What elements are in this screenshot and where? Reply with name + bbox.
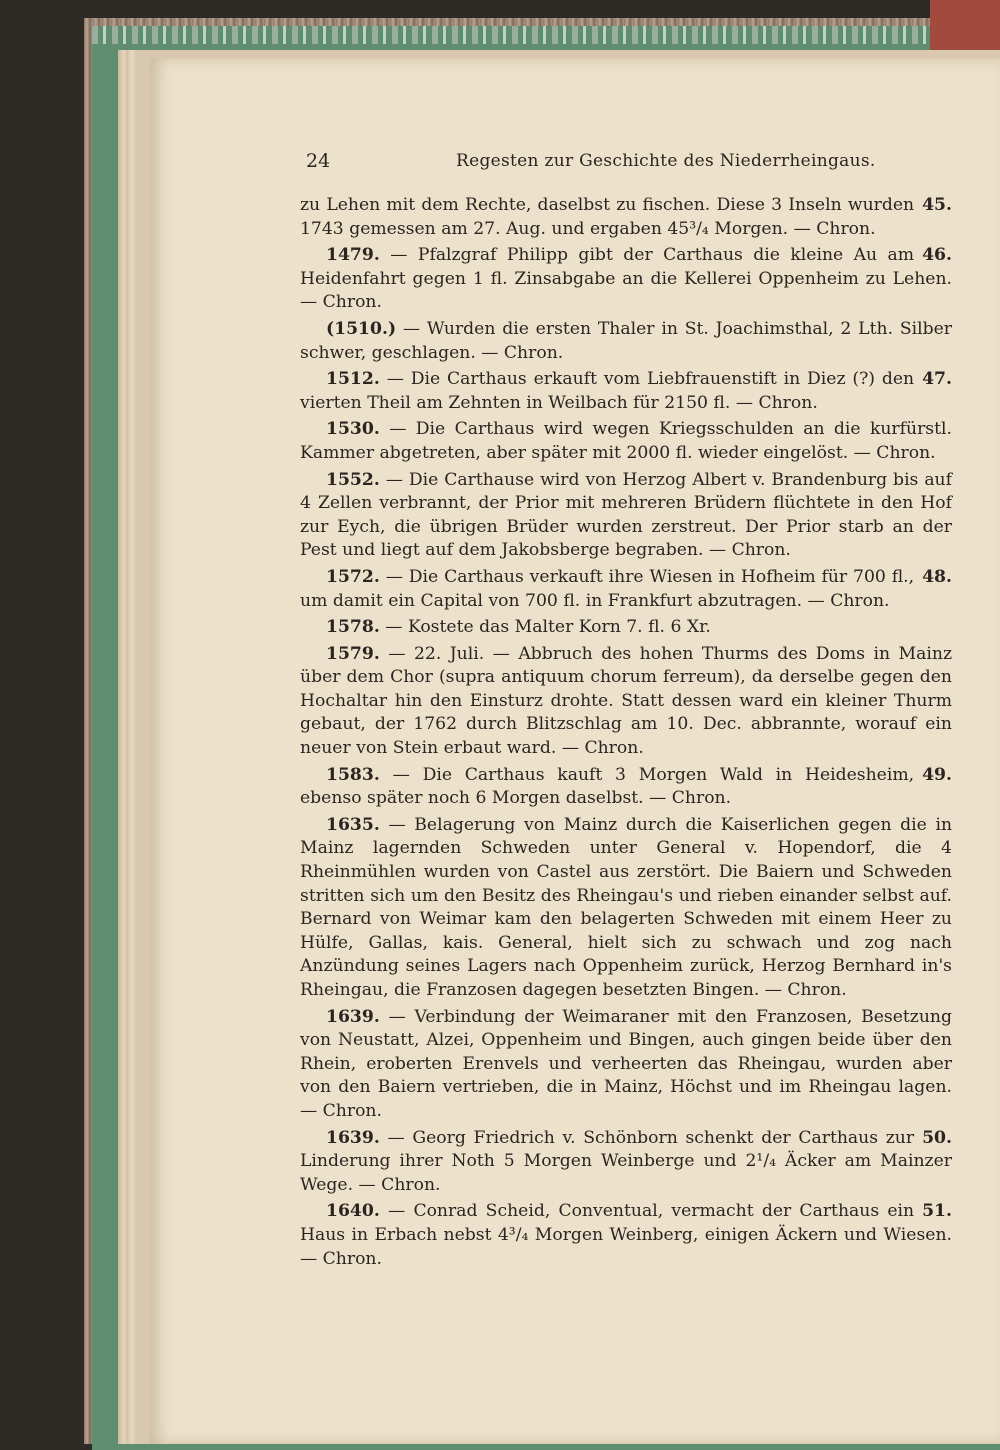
entry-text: — Verbindung der Weimaraner mit den Franzosen, Besetzung von Neustatt, Alzei, Oppenheim und Bingen, auch gingen beide über den Rhein, eroberten Erenvels und verheerten das Rheingau, wurden aber von den Baiern vertrieben, die in Mainz, Höchst und im Rheingau lagen. — Chron.	[300, 1006, 952, 1121]
entry-text: — Conrad Scheid, Conventual, vermacht der Carthaus ein Haus in Erbach nebst 4³/₄ Morgen Weinberg, einigen Äckern und Wiesen. — Chron.	[300, 1201, 952, 1269]
entry-year: 1640.	[326, 1201, 380, 1222]
entry-text: — Die Carthaus kauft 3 Morgen Wald in Heidesheim, ebenso später noch 6 Morgen daselbst. — Chron.	[300, 764, 915, 809]
regest-entry	[300, 566, 952, 613]
entry-text: — Die Carthause wird von Herzog Albert v. Brandenburg bis auf 4 Zellen verbrannt, der Prior mit mehreren Brüdern flüchtete in den Hof zur Eych, die übrigen Brüder wurden zerstreut. Der Prior starb an der Pest und liegt auf dem Jakobsberge begraben. — Chron.	[300, 469, 952, 561]
entry-reference-number: 47.	[922, 369, 952, 390]
entry-year: 1552.	[326, 469, 380, 490]
running-head: Regesten zur Geschichte des Niederrheingaus.	[456, 151, 876, 171]
entry-reference-number: 49.	[922, 764, 952, 785]
entry-text: — Wurden die ersten Thaler in St. Joachimsthal, 2 Lth. Silber schwer, geschlagen. — Chron.	[300, 318, 952, 363]
entry-year: 1639.	[326, 1127, 380, 1148]
page-header	[306, 150, 952, 178]
regest-entry	[300, 318, 952, 365]
entry-text: — Belagerung von Mainz durch die Kaiserlichen gegen die in Mainz lagernden Schweden unter General v. Hopendorf, die 4 Rheinmühlen wurden von Castel aus zerstört. Die Baiern und Schweden stritten sich um den Besitz des Rheingau's und rieben einander selbst auf. Bernard von Weimar kam den belagerten Schweden mit einem Heer zu Hülfe, Gallas, kais. General, hielt sich zu schwach und zog nach Anzündung seines Lagers nach Oppenheim zurück, Herzog Bernhard in's Rheingau, die Franzosen dagegen besetzten Bingen. — Chron.	[300, 814, 953, 1000]
binding-edge	[92, 26, 1000, 44]
entry-text: — Die Carthaus wird wegen Kriegsschulden an die kurfürstl. Kammer abgetreten, aber später mit 2000 fl. wieder eingelöst. — Chron.	[300, 419, 952, 463]
regest-entry	[300, 1006, 952, 1124]
entry-text: — 22. Juli. — Abbruch des hohen Thurms des Doms in Mainz über dem Chor (supra antiquum chorum ferreum), da derselbe gegen den Hochaltar hin den Einsturz drohte. Statt dessen ward ein kleiner Thurm gebaut, der 1762 durch Blitzschlag am 10. Dec. abbrannte, worauf ein neuer von Stein erbaut ward. — Chron.	[300, 643, 952, 759]
entry-text: — Die Carthaus erkauft vom Liebfrauenstift in Diez (?) den vierten Theil am Zehnten in Weilbach für 2150 fl. — Chron.	[300, 369, 915, 413]
regest-entry	[300, 418, 952, 465]
regest-entry	[300, 814, 952, 1003]
regest-entry	[300, 643, 952, 761]
entry-text: zu Lehen mit dem Rechte, daselbst zu fischen. Diese 3 Inseln wurden 1743 gemessen am 27. Aug. und ergaben 45³/₄ Morgen. — Chron.	[300, 195, 915, 239]
regest-entry	[300, 1127, 952, 1198]
entry-year: 1579.	[326, 643, 380, 664]
regest-entry	[300, 194, 952, 241]
entry-year: 1530.	[326, 419, 380, 440]
entry-reference-number: 50.	[922, 1127, 952, 1148]
entry-text: — Die Carthaus verkauft ihre Wiesen in Hofheim für 700 fl., um damit ein Capital von 700 fl. in Frankfurt abzutragen. — Chron.	[300, 566, 915, 611]
entry-year: (1510.)	[326, 318, 397, 339]
regest-entry	[300, 368, 952, 415]
entry-text: — Georg Friedrich v. Schönborn schenkt der Carthaus zur Linderung ihrer Noth 5 Morgen Weinberge und 2¹/₄ Äcker am Mainzer Wege. — Chron.	[300, 1127, 952, 1195]
entry-year: 1578.	[326, 617, 380, 638]
regest-entry	[300, 1200, 952, 1271]
entry-text: — Kostete das Malter Korn 7. fl. 6 Xr.	[385, 617, 711, 638]
page-number: 24	[306, 150, 331, 172]
regesten-list	[300, 194, 952, 1274]
regest-entry	[300, 616, 952, 640]
regest-entry	[300, 244, 952, 315]
entry-reference-number: 51.	[922, 1201, 952, 1222]
entry-year: 1479.	[326, 245, 380, 266]
entry-text: — Pfalzgraf Philipp gibt der Carthaus die kleine Au am Heidenfahrt gegen 1 fl. Zinsabgabe an die Kellerei Oppenheim zu Lehen. — Chron.	[300, 245, 952, 313]
entry-year: 1583.	[326, 764, 380, 785]
entry-reference-number: 46.	[922, 245, 952, 266]
entry-year: 1635.	[326, 814, 380, 835]
entry-year: 1512.	[326, 369, 380, 390]
entry-year: 1639.	[326, 1006, 380, 1027]
regest-entry	[300, 469, 952, 563]
regest-entry	[300, 764, 952, 811]
entry-reference-number: 48.	[922, 566, 952, 587]
entry-reference-number: 45.	[922, 195, 952, 215]
entry-year: 1572.	[326, 566, 380, 587]
